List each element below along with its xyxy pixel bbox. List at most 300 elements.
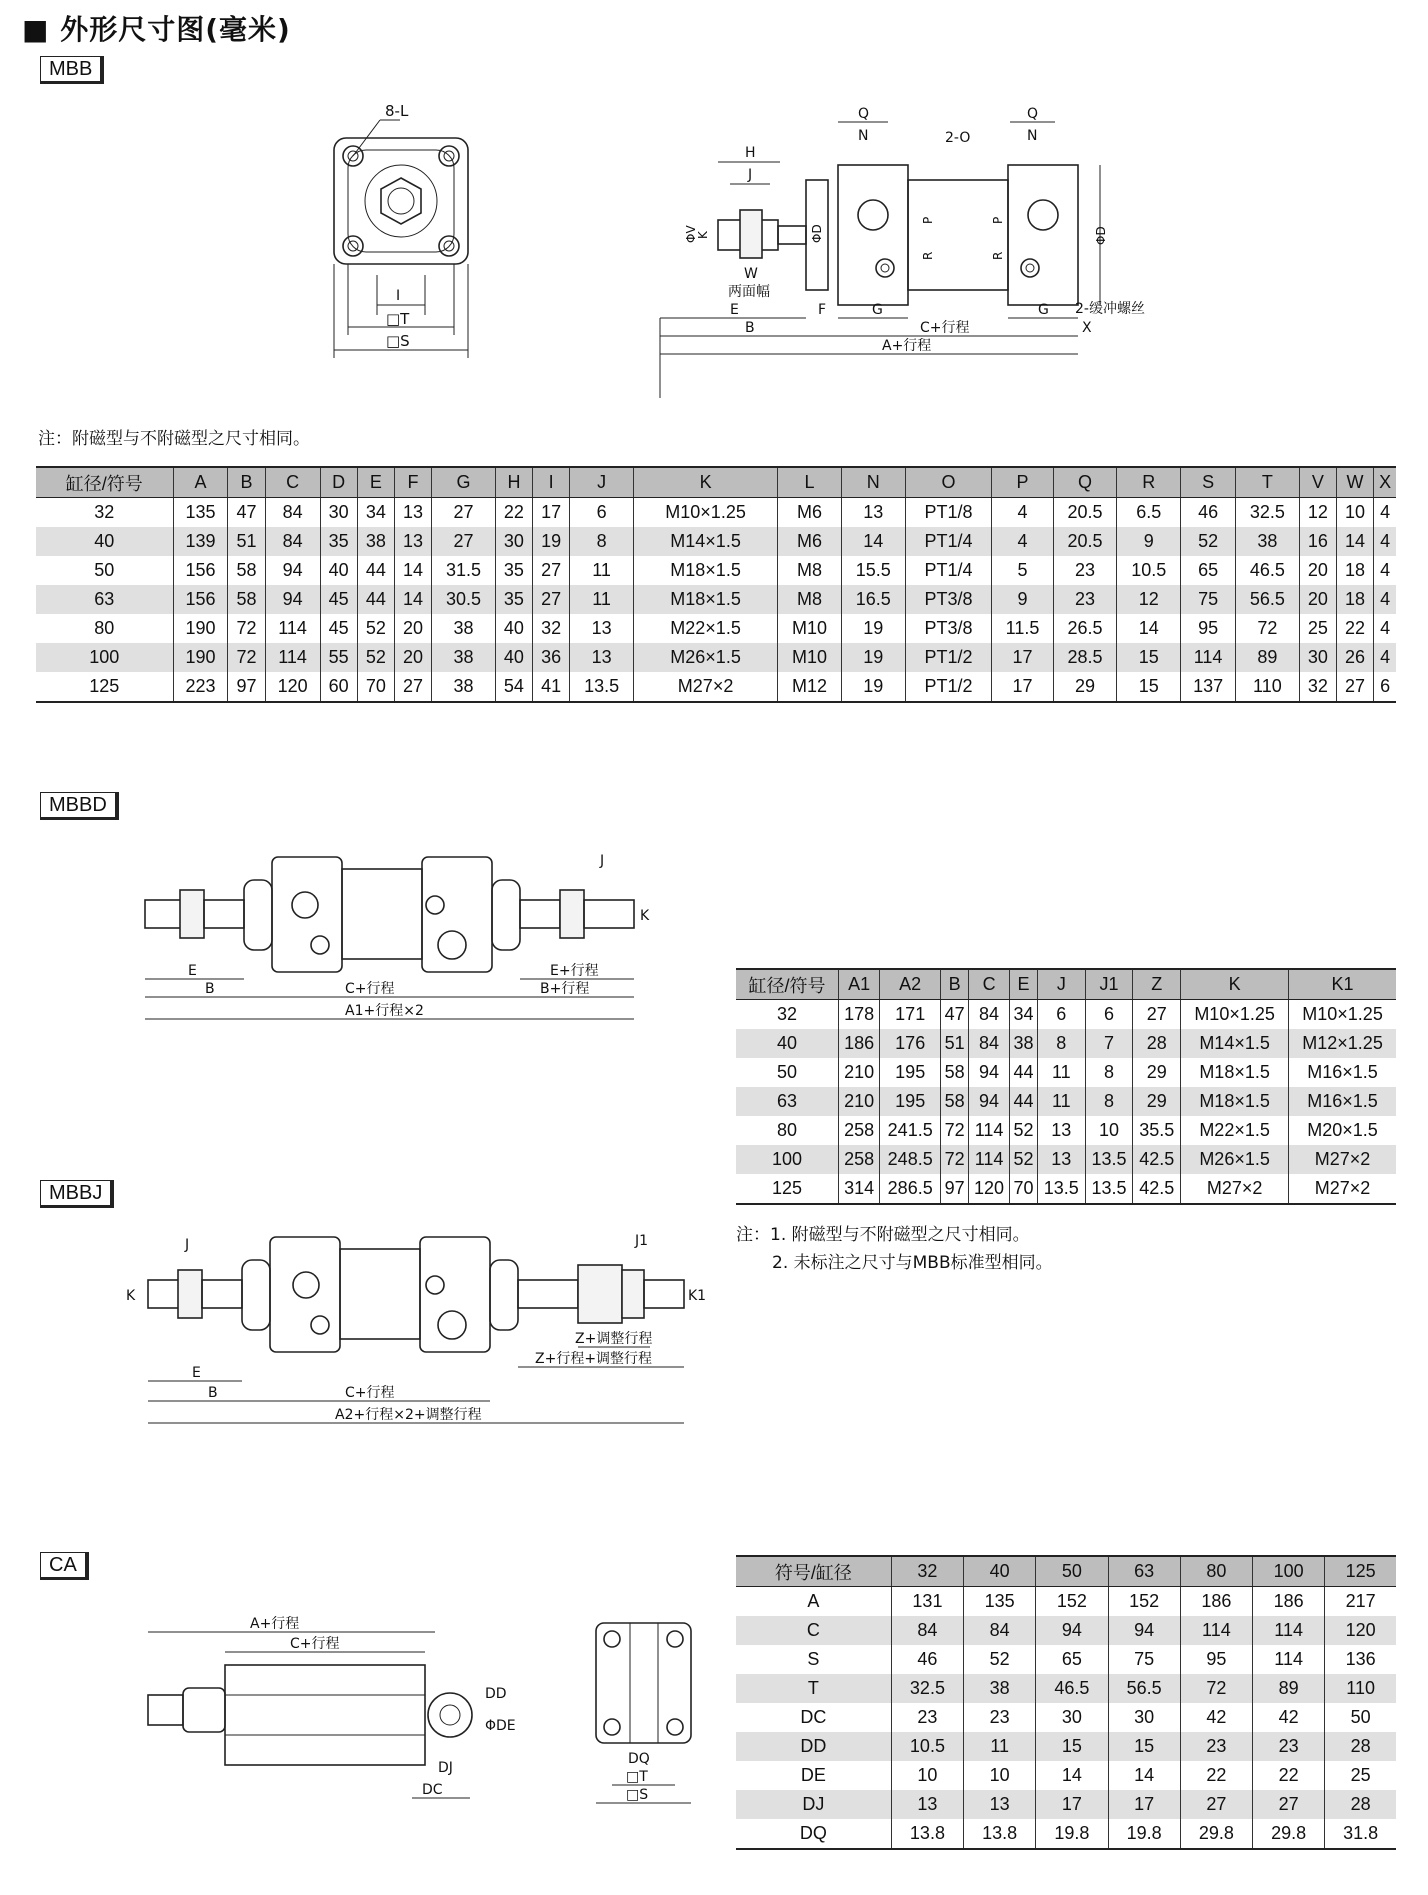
table-cell: 19 bbox=[841, 643, 905, 672]
table-cell: 30 bbox=[1108, 1703, 1180, 1732]
table-row bbox=[36, 643, 1396, 672]
mbb-side-view bbox=[660, 100, 1180, 360]
table-cell: 14 bbox=[1117, 614, 1181, 643]
table-cell: 14 bbox=[394, 556, 431, 585]
table-header-cell: 100 bbox=[1253, 1556, 1325, 1587]
mbbj-label-k: K bbox=[126, 1288, 136, 1304]
section-tag-mbbj: MBBJ bbox=[40, 1180, 114, 1208]
table-header-cell: 缸径/符号 bbox=[36, 467, 173, 498]
table-cell: 51 bbox=[941, 1029, 969, 1058]
table-cell: 23 bbox=[964, 1703, 1036, 1732]
table-cell: 52 bbox=[357, 643, 394, 672]
table-cell: 34 bbox=[357, 498, 394, 528]
mbbd-note-1: 注：1. 附磁型与不附磁型之尺寸相同。 bbox=[736, 1225, 1030, 1245]
table-cell: 10 bbox=[1085, 1116, 1133, 1145]
table-cell: 95 bbox=[1181, 614, 1236, 643]
label-2o: 2-O bbox=[945, 130, 971, 146]
table-cell: 52 bbox=[1010, 1116, 1038, 1145]
table-cell: 13 bbox=[570, 614, 634, 643]
table-cell: 26.5 bbox=[1053, 614, 1117, 643]
table-cell: 27 bbox=[1336, 672, 1373, 702]
mbbj-label-a2: A2+行程×2+调整行程 bbox=[335, 1407, 482, 1423]
table-cell: 35 bbox=[495, 585, 532, 614]
table-cell: 38 bbox=[432, 643, 496, 672]
label-a: A+行程 bbox=[882, 338, 932, 354]
table-cell: 13.8 bbox=[891, 1819, 963, 1849]
table-header-cell: D bbox=[320, 467, 357, 498]
table-cell: 241.5 bbox=[880, 1116, 941, 1145]
table-header-cell: V bbox=[1299, 467, 1336, 498]
table-cell: 25 bbox=[1325, 1761, 1396, 1790]
table-row bbox=[736, 1616, 1396, 1645]
table-cell: 32 bbox=[533, 614, 570, 643]
table-cell: 110 bbox=[1325, 1674, 1396, 1703]
label-f: F bbox=[818, 302, 827, 318]
table-cell: 258 bbox=[839, 1116, 880, 1145]
table-cell: 20 bbox=[394, 643, 431, 672]
table-cell: 114 bbox=[1181, 643, 1236, 672]
table-cell: 30 bbox=[495, 527, 532, 556]
table-cell: 56.5 bbox=[1236, 585, 1300, 614]
table-cell: M12×1.25 bbox=[1289, 1029, 1396, 1058]
table-header-cell: 50 bbox=[1036, 1556, 1108, 1587]
label-width: 两面幅 bbox=[728, 284, 770, 300]
table-header-cell: J bbox=[570, 467, 634, 498]
table-cell: 10 bbox=[964, 1761, 1036, 1790]
table-cell: 114 bbox=[969, 1145, 1010, 1174]
table-cell: 84 bbox=[265, 498, 320, 528]
table-header-cell: X bbox=[1374, 467, 1396, 498]
table-cell: 70 bbox=[357, 672, 394, 702]
table-cell: 54 bbox=[495, 672, 532, 702]
table-cell: 58 bbox=[941, 1058, 969, 1087]
table-cell: 210 bbox=[839, 1058, 880, 1087]
ca-label-dj: DJ bbox=[438, 1760, 453, 1776]
table-cell: 30.5 bbox=[432, 585, 496, 614]
label-g2: G bbox=[1038, 302, 1049, 318]
table-header-cell: K1 bbox=[1289, 969, 1396, 1000]
table-cell: 15 bbox=[1036, 1732, 1108, 1761]
table-cell: 210 bbox=[839, 1087, 880, 1116]
mbbj-label-k1: K1 bbox=[688, 1288, 707, 1304]
table-cell: 16 bbox=[1299, 527, 1336, 556]
table-row bbox=[736, 1645, 1396, 1674]
table-cell: 94 bbox=[1108, 1616, 1180, 1645]
table-cell: 63 bbox=[736, 1087, 839, 1116]
table-cell: 41 bbox=[533, 672, 570, 702]
table-cell: 40 bbox=[736, 1029, 839, 1058]
table-row bbox=[36, 585, 1396, 614]
table-header-cell: H bbox=[495, 467, 532, 498]
mbbj-label-e: E bbox=[192, 1365, 201, 1381]
table-cell: 28 bbox=[1325, 1732, 1396, 1761]
table-cell: 186 bbox=[1180, 1587, 1252, 1617]
mbbd-label-a1: A1+行程×2 bbox=[345, 1003, 424, 1019]
table-cell: M10×1.25 bbox=[1181, 1000, 1289, 1030]
table-cell: 26 bbox=[1336, 643, 1373, 672]
table-cell: 30 bbox=[1036, 1703, 1108, 1732]
section-tag-ca: CA bbox=[40, 1552, 89, 1580]
table-header-cell: C bbox=[265, 467, 320, 498]
table-row bbox=[736, 1761, 1396, 1790]
table-header-cell: B bbox=[941, 969, 969, 1000]
table-cell: 15 bbox=[1117, 672, 1181, 702]
table-cell: 9 bbox=[1117, 527, 1181, 556]
table-cell: M10 bbox=[778, 643, 842, 672]
table-header-cell: S bbox=[1181, 467, 1236, 498]
table-cell: 11 bbox=[570, 556, 634, 585]
table-cell: 27 bbox=[1253, 1790, 1325, 1819]
table-cell: 97 bbox=[228, 672, 265, 702]
table-cell: M26×1.5 bbox=[633, 643, 777, 672]
table-cell: 13 bbox=[964, 1790, 1036, 1819]
ca-label-s: □S bbox=[626, 1787, 649, 1803]
table-cell: 31.5 bbox=[432, 556, 496, 585]
table-cell: 13 bbox=[570, 643, 634, 672]
table-cell: 135 bbox=[964, 1587, 1036, 1617]
table-row bbox=[736, 1587, 1396, 1617]
table-cell: 120 bbox=[265, 672, 320, 702]
table-header-cell: P bbox=[992, 467, 1053, 498]
table-cell: A bbox=[807, 1591, 820, 1611]
mbbd-dimension-table bbox=[736, 968, 1396, 1205]
table-cell: 27 bbox=[432, 498, 496, 528]
table-cell: PT3/8 bbox=[905, 585, 992, 614]
mbbd-note-2: 2. 未标注之尺寸与MBB标准型相同。 bbox=[772, 1253, 1053, 1273]
table-cell: 13.5 bbox=[1037, 1174, 1085, 1204]
table-row bbox=[36, 672, 1396, 702]
table-cell: 11 bbox=[1037, 1058, 1085, 1087]
table-cell: 29 bbox=[1053, 672, 1117, 702]
table-cell: DC bbox=[800, 1707, 827, 1727]
table-cell: 19 bbox=[841, 614, 905, 643]
table-row bbox=[736, 1145, 1396, 1174]
table-cell: PT1/4 bbox=[905, 556, 992, 585]
table-cell: 30 bbox=[320, 498, 357, 528]
table-cell: 176 bbox=[880, 1029, 941, 1058]
table-cell: 32.5 bbox=[891, 1674, 963, 1703]
table-cell: 29.8 bbox=[1180, 1819, 1252, 1849]
table-cell: 47 bbox=[941, 1000, 969, 1030]
table-cell: 13.5 bbox=[1085, 1145, 1133, 1174]
table-cell: 63 bbox=[36, 585, 173, 614]
table-cell: 27 bbox=[1180, 1790, 1252, 1819]
table-cell: M18×1.5 bbox=[633, 556, 777, 585]
label-q2: Q bbox=[1027, 106, 1039, 122]
table-cell: M22×1.5 bbox=[633, 614, 777, 643]
table-cell: 89 bbox=[1236, 643, 1300, 672]
table-cell: 50 bbox=[94, 560, 115, 580]
table-cell: 84 bbox=[964, 1616, 1036, 1645]
table-cell: 13 bbox=[841, 498, 905, 528]
table-row bbox=[36, 498, 1396, 528]
table-cell: 114 bbox=[1180, 1616, 1252, 1645]
table-cell: 4 bbox=[992, 498, 1053, 528]
table-cell: 45 bbox=[320, 585, 357, 614]
table-cell: 13 bbox=[394, 498, 431, 528]
table-cell: M14×1.5 bbox=[633, 527, 777, 556]
table-cell: 27 bbox=[394, 672, 431, 702]
table-cell: 38 bbox=[1236, 527, 1300, 556]
table-cell: M18×1.5 bbox=[633, 585, 777, 614]
table-cell: 4 bbox=[1374, 527, 1396, 556]
table-cell: 195 bbox=[880, 1087, 941, 1116]
table-cell: 20 bbox=[1299, 556, 1336, 585]
ca-label-a: A+行程 bbox=[250, 1616, 300, 1632]
table-cell: 6.5 bbox=[1117, 498, 1181, 528]
table-cell: 131 bbox=[891, 1587, 963, 1617]
table-row bbox=[736, 1058, 1396, 1087]
table-cell: 72 bbox=[1236, 614, 1300, 643]
table-cell: 17 bbox=[992, 643, 1053, 672]
table-cell: 23 bbox=[891, 1703, 963, 1732]
mbb-note: 注：附磁型与不附磁型之尺寸相同。 bbox=[38, 429, 310, 449]
table-header-cell: 40 bbox=[964, 1556, 1036, 1587]
label-p1: P bbox=[921, 216, 935, 224]
table-cell: 114 bbox=[969, 1116, 1010, 1145]
label-r1: R bbox=[921, 251, 935, 260]
table-cell: 72 bbox=[228, 643, 265, 672]
label-e: E bbox=[730, 302, 739, 318]
table-cell: 84 bbox=[265, 527, 320, 556]
table-row bbox=[36, 614, 1396, 643]
table-cell: 217 bbox=[1325, 1587, 1396, 1617]
table-cell: 23 bbox=[1180, 1732, 1252, 1761]
table-cell: 6 bbox=[570, 498, 634, 528]
table-cell: 6 bbox=[1374, 672, 1396, 702]
table-cell: 156 bbox=[173, 556, 228, 585]
table-cell: PT3/8 bbox=[905, 614, 992, 643]
mbbd-label-j: J bbox=[600, 853, 605, 869]
ca-label-c: C+行程 bbox=[290, 1636, 340, 1652]
table-cell: 20 bbox=[1299, 585, 1336, 614]
table-cell: 19 bbox=[533, 527, 570, 556]
table-cell: 286.5 bbox=[880, 1174, 941, 1204]
table-cell: 17 bbox=[1108, 1790, 1180, 1819]
table-cell: 95 bbox=[1180, 1645, 1252, 1674]
table-row bbox=[736, 1174, 1396, 1204]
table-header-cell: Z bbox=[1133, 969, 1181, 1000]
label-i: I bbox=[396, 288, 401, 304]
table-cell: 20.5 bbox=[1053, 498, 1117, 528]
table-cell: 51 bbox=[228, 527, 265, 556]
table-cell: 14 bbox=[841, 527, 905, 556]
table-cell: 72 bbox=[941, 1145, 969, 1174]
table-cell: 135 bbox=[173, 498, 228, 528]
table-cell: 72 bbox=[941, 1116, 969, 1145]
label-j: J bbox=[748, 167, 753, 183]
table-cell: 38 bbox=[964, 1674, 1036, 1703]
table-cell: 137 bbox=[1181, 672, 1236, 702]
label-r2: R bbox=[991, 251, 1005, 260]
table-cell: 5 bbox=[992, 556, 1053, 585]
label-n1: N bbox=[858, 128, 869, 144]
label-8l: 8-L bbox=[385, 102, 409, 120]
table-cell: 58 bbox=[228, 585, 265, 614]
table-cell: 52 bbox=[964, 1645, 1036, 1674]
table-cell: 29 bbox=[1133, 1058, 1181, 1087]
table-cell: 13 bbox=[394, 527, 431, 556]
table-cell: M16×1.5 bbox=[1289, 1058, 1396, 1087]
table-header-cell: A2 bbox=[880, 969, 941, 1000]
table-cell: 27 bbox=[533, 585, 570, 614]
table-cell: M8 bbox=[778, 556, 842, 585]
table-cell: 10 bbox=[891, 1761, 963, 1790]
table-cell: 4 bbox=[1374, 643, 1396, 672]
table-cell: 8 bbox=[1085, 1058, 1133, 1087]
mbbd-label-b: B bbox=[205, 981, 215, 997]
table-cell: 171 bbox=[880, 1000, 941, 1030]
table-cell: 139 bbox=[173, 527, 228, 556]
table-cell: 46.5 bbox=[1036, 1674, 1108, 1703]
table-cell: 23 bbox=[1053, 556, 1117, 585]
table-header-cell: J bbox=[1037, 969, 1085, 1000]
label-phid1: ΦD bbox=[810, 224, 824, 243]
label-b: B bbox=[745, 320, 755, 336]
table-cell: 22 bbox=[1336, 614, 1373, 643]
table-header-cell: G bbox=[432, 467, 496, 498]
table-header-cell: J1 bbox=[1085, 969, 1133, 1000]
table-cell: 80 bbox=[94, 618, 115, 638]
table-cell: 55 bbox=[320, 643, 357, 672]
table-cell: 28 bbox=[1325, 1790, 1396, 1819]
table-cell: 22 bbox=[495, 498, 532, 528]
mbb-dimension-table bbox=[36, 466, 1396, 703]
table-cell: 152 bbox=[1036, 1587, 1108, 1617]
table-cell: 84 bbox=[969, 1029, 1010, 1058]
mbbd-label-e: E bbox=[188, 963, 197, 979]
table-cell: M16×1.5 bbox=[1289, 1087, 1396, 1116]
table-cell: 6 bbox=[1037, 1000, 1085, 1030]
table-row bbox=[36, 556, 1396, 585]
table-cell: M10 bbox=[778, 614, 842, 643]
table-cell: 8 bbox=[1085, 1087, 1133, 1116]
table-cell: 42 bbox=[1253, 1703, 1325, 1732]
table-header-cell: 63 bbox=[1108, 1556, 1180, 1587]
table-cell: T bbox=[736, 1674, 891, 1703]
table-cell: 52 bbox=[357, 614, 394, 643]
ca-front-view bbox=[588, 1615, 708, 1815]
table-header-cell: N bbox=[841, 467, 905, 498]
table-cell: 25 bbox=[1299, 614, 1336, 643]
table-cell: M27×2 bbox=[1181, 1174, 1289, 1204]
table-cell: 110 bbox=[1236, 672, 1300, 702]
section-tag-mbbd: MBBD bbox=[40, 792, 119, 820]
table-cell: M14×1.5 bbox=[1181, 1029, 1289, 1058]
table-cell: M20×1.5 bbox=[1289, 1116, 1396, 1145]
table-cell: 6 bbox=[1085, 1000, 1133, 1030]
table-cell: 9 bbox=[992, 585, 1053, 614]
table-cell: 42 bbox=[1180, 1703, 1252, 1732]
table-cell: 35 bbox=[320, 527, 357, 556]
table-cell: 4 bbox=[1374, 614, 1396, 643]
table-cell: 125 bbox=[36, 672, 173, 702]
table-cell: 94 bbox=[1036, 1616, 1108, 1645]
table-cell: 38 bbox=[1010, 1029, 1038, 1058]
table-cell: 8 bbox=[1037, 1029, 1085, 1058]
table-row bbox=[736, 1674, 1396, 1703]
table-cell: 38 bbox=[432, 614, 496, 643]
ca-label-de: ΦDE bbox=[485, 1718, 516, 1734]
table-cell: 32 bbox=[777, 1004, 798, 1024]
table-cell: 58 bbox=[941, 1087, 969, 1116]
ca-dimension-table bbox=[736, 1555, 1396, 1850]
table-cell: 125 bbox=[736, 1174, 839, 1204]
table-cell: 75 bbox=[1108, 1645, 1180, 1674]
table-cell: M10×1.25 bbox=[1289, 1000, 1396, 1030]
table-cell: 114 bbox=[1253, 1645, 1325, 1674]
table-cell: 75 bbox=[1181, 585, 1236, 614]
table-cell: 32 bbox=[1299, 672, 1336, 702]
mbbj-label-j1: J1 bbox=[635, 1233, 649, 1249]
table-cell: 60 bbox=[320, 672, 357, 702]
table-cell: 120 bbox=[1325, 1616, 1396, 1645]
table-cell: 34 bbox=[1010, 1000, 1038, 1030]
table-cell: 15.5 bbox=[841, 556, 905, 585]
label-cushion: 2-缓冲螺丝 bbox=[1075, 301, 1145, 317]
label-t: □T bbox=[386, 310, 410, 328]
table-cell: 13.5 bbox=[570, 672, 634, 702]
table-cell: 18 bbox=[1336, 556, 1373, 585]
table-header-cell: 缸径/符号 bbox=[736, 969, 839, 1000]
table-cell: 40 bbox=[36, 527, 173, 556]
label-phiv: ΦV bbox=[684, 225, 698, 243]
table-cell: 52 bbox=[1181, 527, 1236, 556]
label-phid2: ΦD bbox=[1094, 226, 1108, 245]
table-cell: 23 bbox=[1053, 585, 1117, 614]
table-row bbox=[736, 1790, 1396, 1819]
label-q1: Q bbox=[858, 106, 870, 122]
table-cell: 14 bbox=[1036, 1761, 1108, 1790]
table-cell: 44 bbox=[357, 585, 394, 614]
mbbd-label-c: C+行程 bbox=[345, 981, 395, 997]
table-cell: 13 bbox=[891, 1790, 963, 1819]
table-row bbox=[736, 1703, 1396, 1732]
table-cell: 94 bbox=[969, 1087, 1010, 1116]
table-cell: 4 bbox=[992, 527, 1053, 556]
table-cell: 40 bbox=[495, 614, 532, 643]
table-cell: PT1/8 bbox=[905, 498, 992, 528]
table-cell: DD bbox=[736, 1732, 891, 1761]
table-cell: 58 bbox=[228, 556, 265, 585]
mbbj-label-j: J bbox=[185, 1237, 190, 1253]
table-cell: 22 bbox=[1180, 1761, 1252, 1790]
table-header-cell: 125 bbox=[1325, 1556, 1396, 1587]
table-cell: 100 bbox=[736, 1145, 839, 1174]
table-cell: PT1/2 bbox=[905, 643, 992, 672]
table-cell: DQ bbox=[736, 1819, 891, 1849]
table-cell: 40 bbox=[495, 643, 532, 672]
table-cell: M27×2 bbox=[1289, 1174, 1396, 1204]
table-cell: 4 bbox=[1374, 498, 1396, 528]
table-cell: 20 bbox=[394, 614, 431, 643]
table-header-cell: T bbox=[1236, 467, 1300, 498]
table-cell: 17 bbox=[533, 498, 570, 528]
table-header-cell: O bbox=[905, 467, 992, 498]
label-k: K bbox=[696, 231, 710, 239]
table-header-cell: E bbox=[357, 467, 394, 498]
table-cell: 14 bbox=[1336, 527, 1373, 556]
table-cell: 89 bbox=[1253, 1674, 1325, 1703]
table-cell: 46 bbox=[891, 1645, 963, 1674]
table-cell: 17 bbox=[992, 672, 1053, 702]
table-row bbox=[736, 1029, 1396, 1058]
table-cell: 80 bbox=[777, 1120, 798, 1140]
table-cell: 10 bbox=[1336, 498, 1373, 528]
table-row bbox=[36, 527, 1396, 556]
table-cell: 114 bbox=[265, 614, 320, 643]
table-cell: 15 bbox=[1117, 643, 1181, 672]
